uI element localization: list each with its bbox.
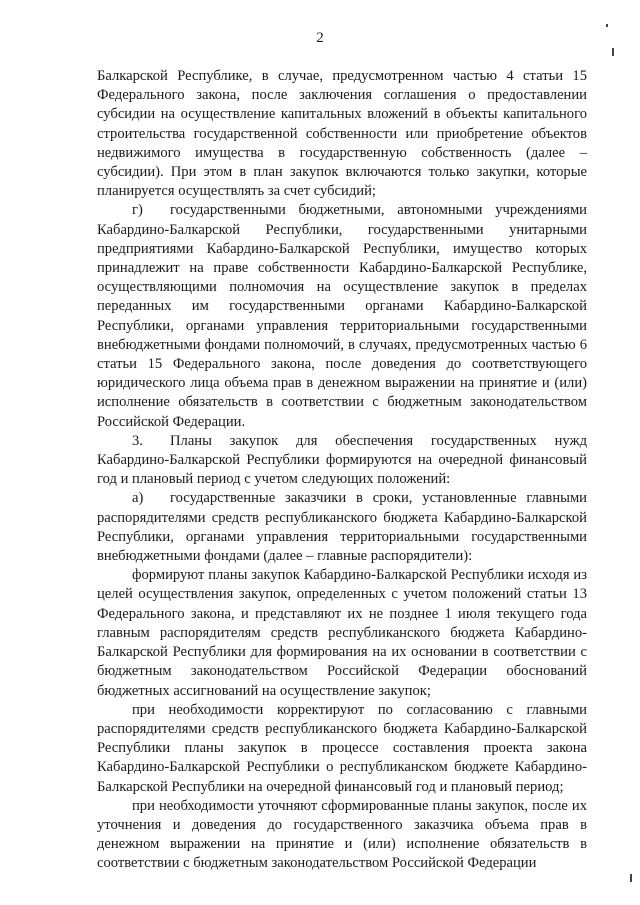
section-3 — [97, 432, 587, 490]
paragraph-refine-plans: при необходимости уточняют сформированные планы закупок, после их уточнения и доведения до государственного заказчика объема прав в денежном выражении на принятие и (или) исполнение обязательств в соответствии с бюджетным законодательством Российской Федерации — [97, 797, 587, 872]
list-item-a — [97, 489, 587, 566]
list-item-text: государственными бюджетными, автономными учреждениями Кабардино-Балкарской Республики, государственными унитарными предприятиями Кабардино-Балкарской Республики, имущество которых принадлежит на праве собственности Кабардино-Балкарской Республике, осуществляющими полномочия на осуществление закупок в пределах переданных им государственными органами Кабардино-Балкарской Республики, органами управления территориальными государственными внебюджетными фондами полномочий, в случаях, предусмотренных частью 6 статьи 15 Федерального закона, после доведения до соответствующего юридического лица объема прав в денежном выражении на принятие и (или) исполнение обязательств в соответствии с бюджетным законодательством Российской Федерации. — [97, 202, 587, 430]
page-number: 2 — [316, 30, 324, 46]
list-marker: г) — [132, 202, 143, 219]
list-item-g — [97, 201, 587, 431]
list-item-text: государственные заказчики в сроки, установленные главными распорядителями средств республиканского бюджета Кабардино-Балкарской Республики, органами управления территориальными государственными внебюджетными фондами (далее – главные распорядители): — [97, 490, 587, 565]
paragraph-form-plans: формируют планы закупок Кабардино-Балкарской Республики исходя из целей осуществления закупок, определенных с учетом положений статьи 13 Федерального закона, и представляют их не позднее 1 июля текущего года главным распорядителям средств республиканского бюджета Кабардино-Балкарской Республики для формирования на их основании в соответствии с бюджетным законодательством Российской Федерации обоснований бюджетных ассигнований на осуществление закупок; — [97, 567, 587, 699]
document-body — [97, 67, 587, 874]
section-number: 3. — [132, 432, 143, 449]
section-text: Планы закупок для обеспечения государственных нужд Кабардино-Балкарской Республики формируются на очередной финансовый год и плановый период с учетом следующих положений: — [97, 432, 587, 488]
scan-mark-top — [606, 24, 608, 27]
paragraph-continuation: Балкарской Республике, в случае, предусмотренном частью 4 статьи 15 Федерального закона, после заключения соглашения о предоставлении субсидии на осуществление капитальных вложений в объекты капитального строительства государственной собственности или приобретение объектов недвижимого имущества в государственную собственность (далее – субсидии). При этом в план закупок включаются только закупки, которые планируется осуществлять за счет субсидий; — [97, 68, 587, 200]
list-marker: а) — [132, 490, 144, 507]
scan-mark-upper — [612, 48, 614, 56]
scan-mark-bottom — [630, 874, 632, 882]
paragraph-correct-plans: при необходимости корректируют по согласованию с главными распорядителями средств республиканского бюджета Кабардино-Балкарской Республики планы закупок в процессе составления проекта закона Кабардино-Балкарской Республики о республиканском бюджете Кабардино-Балкарской Республики на очередной финансовый год и плановый период; — [97, 701, 587, 795]
